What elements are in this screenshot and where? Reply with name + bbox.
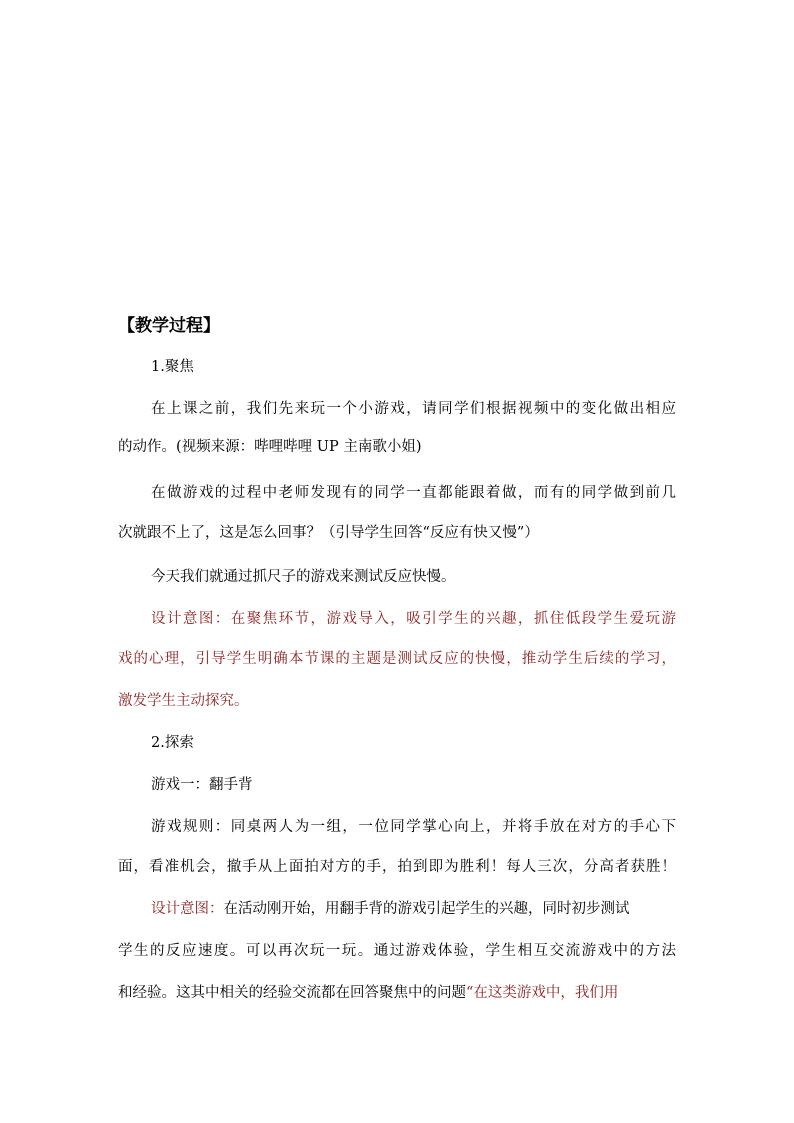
paragraph-line: 在上课之前，我们先来玩一个小游戏，请同学们根据视频中的变化做出相应 — [151, 401, 676, 417]
design-intent-line — [118, 982, 618, 1004]
paragraph-line: 次就跟不上了，这是怎么回事？（引导学生回答“反应有快又慢”） — [118, 525, 539, 541]
design-intent-line: 设计意图：在聚焦环节，游戏导入，吸引学生的兴趣，抓住低段学生爱玩游 — [151, 611, 676, 627]
design-intent-line — [151, 898, 630, 920]
section-heading: 【教学过程】 — [118, 316, 220, 336]
game-title: 游戏一：翻手背 — [151, 777, 253, 793]
design-intent-text: 和经验。这其中相关的经验交流都在回答聚焦中的问题 — [118, 985, 466, 1001]
design-intent-label: 设计意图： — [151, 901, 224, 917]
paragraph-line: 的动作。(视频来源：哔哩哔哩 UP 主南歌小姐) — [118, 439, 422, 455]
paragraph-line: 今天我们就通过抓尺子的游戏来测试反应快慢。 — [151, 569, 456, 585]
subsection-title-explore: 2.探索 — [151, 735, 194, 751]
design-intent-line: 学生的反应速度。可以再次玩一玩。通过游戏体验，学生相互交流游戏中的方法 — [118, 943, 676, 959]
paragraph-line: 在做游戏的过程中老师发现有的同学一直都能跟着做，而有的同学做到前几 — [151, 485, 676, 501]
design-intent-line: 戏的心理，引导学生明确本节课的主题是测试反应的快慢，推动学生后续的学习， — [118, 651, 676, 667]
rule-line: 游戏规则：同桌两人为一组，一位同学掌心向上，并将手放在对方的手心下 — [151, 819, 676, 835]
subsection-title-focus: 1.聚焦 — [151, 359, 194, 375]
rule-line: 面，看准机会，撤手从上面拍对方的手，拍到即为胜利！每人三次，分高者获胜！ — [118, 859, 676, 875]
design-intent-line: 激发学生主动探究。 — [118, 693, 249, 709]
quoted-question: “在这类游戏中，我们用 — [466, 985, 619, 1001]
design-intent-text: 在活动刚开始，用翻手背的游戏引起学生的兴趣，同时初步测试 — [223, 901, 630, 917]
